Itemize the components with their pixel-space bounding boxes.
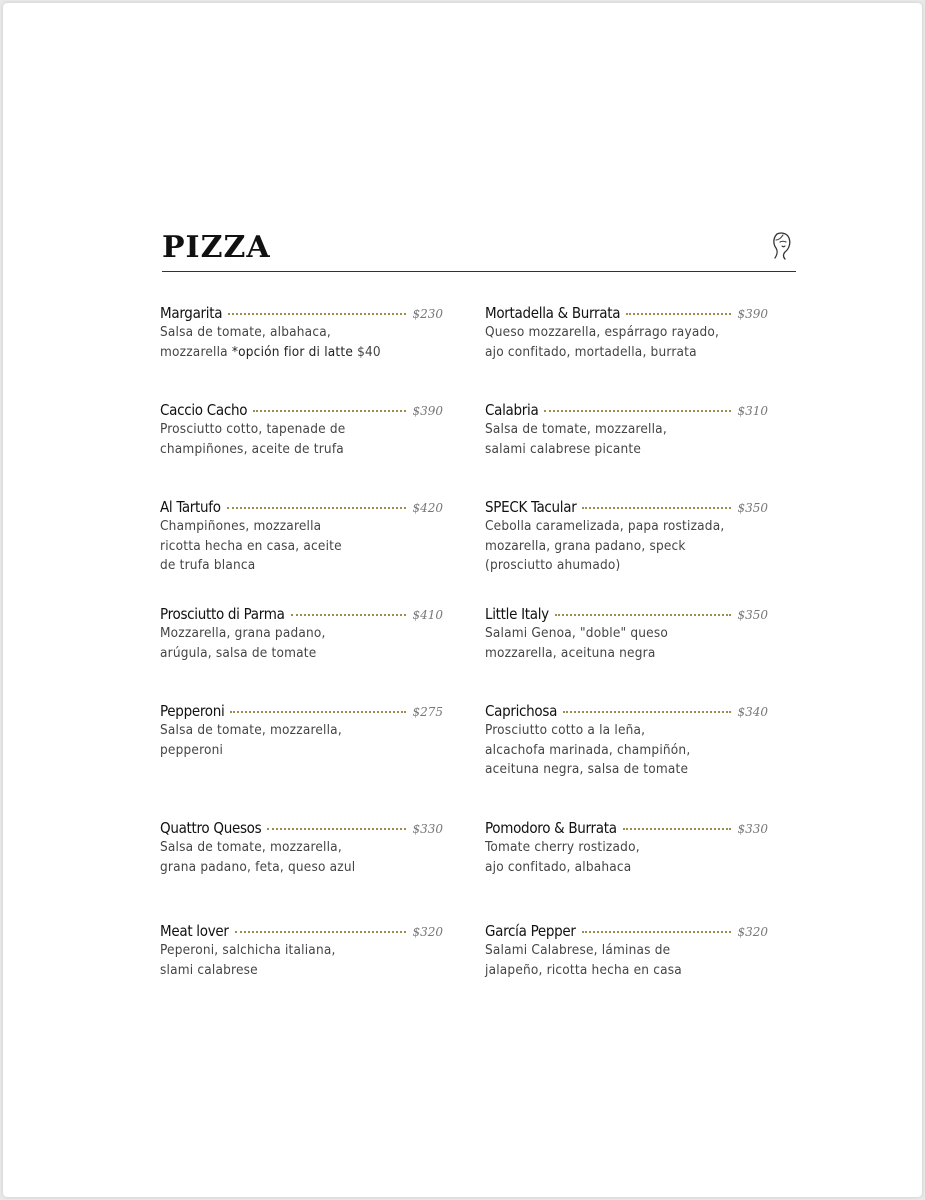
desc-line: Salsa de tomate, mozzarella, <box>160 722 342 738</box>
desc-line: aceituna negra, salsa de tomate <box>485 761 689 777</box>
dot-leader <box>563 711 731 713</box>
item-price: $310 <box>737 404 768 418</box>
item-price: $340 <box>737 705 768 719</box>
item-description <box>485 721 768 780</box>
menu-page <box>3 3 922 1197</box>
desc-line: Salsa de tomate, mozzarella, <box>485 421 667 437</box>
desc-line: pepperoni <box>160 741 224 758</box>
item-description <box>485 323 768 362</box>
desc-line: jalapeño, ricotta hecha en casa <box>485 961 682 978</box>
desc-line: Cebolla caramelizada, papa rostizada, <box>485 518 725 534</box>
item-price: $330 <box>737 822 768 836</box>
dot-leader <box>555 614 732 616</box>
desc-line: de trufa blanca <box>160 557 256 573</box>
desc-line: Queso mozzarella, espárrago rayado, <box>485 324 720 340</box>
desc-line: salami calabrese picante <box>485 440 642 457</box>
item-price: $410 <box>412 608 443 622</box>
item-description <box>160 941 443 980</box>
desc-line: Salsa de tomate, mozzarella, <box>160 839 342 855</box>
item-description <box>485 517 768 576</box>
desc-line: champiñones, aceite de trufa <box>160 440 344 457</box>
dot-leader <box>623 828 732 830</box>
desc-line: Champiñones, mozzarella <box>160 518 322 534</box>
item-name: Caprichosa <box>485 702 558 720</box>
item-price: $350 <box>737 608 768 622</box>
menu-item-pomodoro-burrata <box>485 818 768 877</box>
desc-line: Mozzarella, grana padano, <box>160 625 326 641</box>
item-price: $330 <box>412 822 443 836</box>
item-description <box>160 721 443 760</box>
desc-text: mozzarella <box>160 343 232 360</box>
menu-item-speck-tacular <box>485 497 768 576</box>
option-price: $40 <box>353 343 381 360</box>
menu-item-mortadella-burrata <box>485 303 768 362</box>
item-price: $320 <box>737 925 768 939</box>
item-price: $320 <box>412 925 443 939</box>
option-note: *opción fior di latte <box>231 343 354 360</box>
menu-item-garcia-pepper <box>485 921 768 980</box>
desc-line: ajo confitado, albahaca <box>485 858 632 875</box>
menu-item-pepperoni <box>160 701 443 760</box>
menu-item-quattro-quesos <box>160 818 443 877</box>
menu-item-al-tartufo <box>160 497 443 576</box>
item-name: Al Tartufo <box>160 498 221 516</box>
desc-line: mozarella, grana padano, speck <box>485 537 686 554</box>
item-name: Pepperoni <box>160 702 225 720</box>
item-name: Quattro Quesos <box>160 819 262 837</box>
desc-line <box>160 343 443 363</box>
item-name: Calabria <box>485 401 539 419</box>
desc-line: Prosciutto cotto a la leña, <box>485 722 646 738</box>
desc-line: grana padano, feta, queso azul <box>160 858 356 875</box>
dot-leader <box>544 410 731 412</box>
item-description <box>160 517 443 576</box>
desc-line: Salami Calabrese, láminas de <box>485 942 671 958</box>
desc-line: Peperoni, salchicha italiana, <box>160 942 336 958</box>
menu-item-prosciutto-di-parma <box>160 604 443 663</box>
item-description <box>485 941 768 980</box>
item-name: García Pepper <box>485 922 576 940</box>
desc-line: Salami Genoa, "doble" queso <box>485 625 668 641</box>
item-name: Margarita <box>160 304 223 322</box>
page-title: PIZZA <box>162 230 271 265</box>
menu-item-caprichosa <box>485 701 768 780</box>
lady-face-line-icon <box>771 231 793 261</box>
dot-leader <box>582 507 731 509</box>
dot-leader <box>291 614 407 616</box>
dot-leader <box>235 931 407 933</box>
desc-line: slami calabrese <box>160 961 258 978</box>
item-price: $390 <box>412 404 443 418</box>
item-price: $420 <box>412 501 443 515</box>
desc-line: arúgula, salsa de tomate <box>160 644 317 661</box>
dot-leader <box>227 507 407 509</box>
dot-leader <box>228 313 406 315</box>
dot-leader <box>253 410 406 412</box>
item-description <box>485 420 768 459</box>
item-description <box>485 624 768 663</box>
menu-item-margarita <box>160 303 443 362</box>
item-price: $230 <box>412 307 443 321</box>
title-divider <box>162 271 796 272</box>
item-price: $350 <box>737 501 768 515</box>
item-price: $275 <box>412 705 443 719</box>
dot-leader <box>582 931 732 933</box>
item-name: Meat lover <box>160 922 229 940</box>
desc-line: Tomate cherry rostizado, <box>485 839 640 855</box>
item-description <box>160 420 443 459</box>
item-price: $390 <box>737 307 768 321</box>
desc-line: (prosciutto ahumado) <box>485 557 621 573</box>
dot-leader <box>230 711 406 713</box>
desc-line: alcachofa marinada, champiñón, <box>485 741 691 758</box>
desc-line: ricotta hecha en casa, aceite <box>160 537 342 554</box>
desc-line: Salsa de tomate, albahaca, <box>160 324 331 340</box>
menu-item-little-italy <box>485 604 768 663</box>
item-name: SPECK Tacular <box>485 498 577 516</box>
item-name: Mortadella & Burrata <box>485 304 621 322</box>
desc-line: Prosciutto cotto, tapenade de <box>160 421 346 437</box>
desc-line: mozzarella, aceituna negra <box>485 644 656 661</box>
menu-item-calabria <box>485 400 768 459</box>
dot-leader <box>267 828 406 830</box>
menu-item-caccio-cacho <box>160 400 443 459</box>
item-description <box>160 624 443 663</box>
item-name: Little Italy <box>485 605 549 623</box>
desc-line: ajo confitado, mortadella, burrata <box>485 343 697 360</box>
dot-leader <box>626 313 731 315</box>
item-name: Prosciutto di Parma <box>160 605 285 623</box>
item-name: Pomodoro & Burrata <box>485 819 617 837</box>
item-description <box>485 838 768 877</box>
menu-item-meat-lover <box>160 921 443 980</box>
item-description <box>160 323 443 362</box>
item-name: Caccio Cacho <box>160 401 248 419</box>
item-description <box>160 838 443 877</box>
